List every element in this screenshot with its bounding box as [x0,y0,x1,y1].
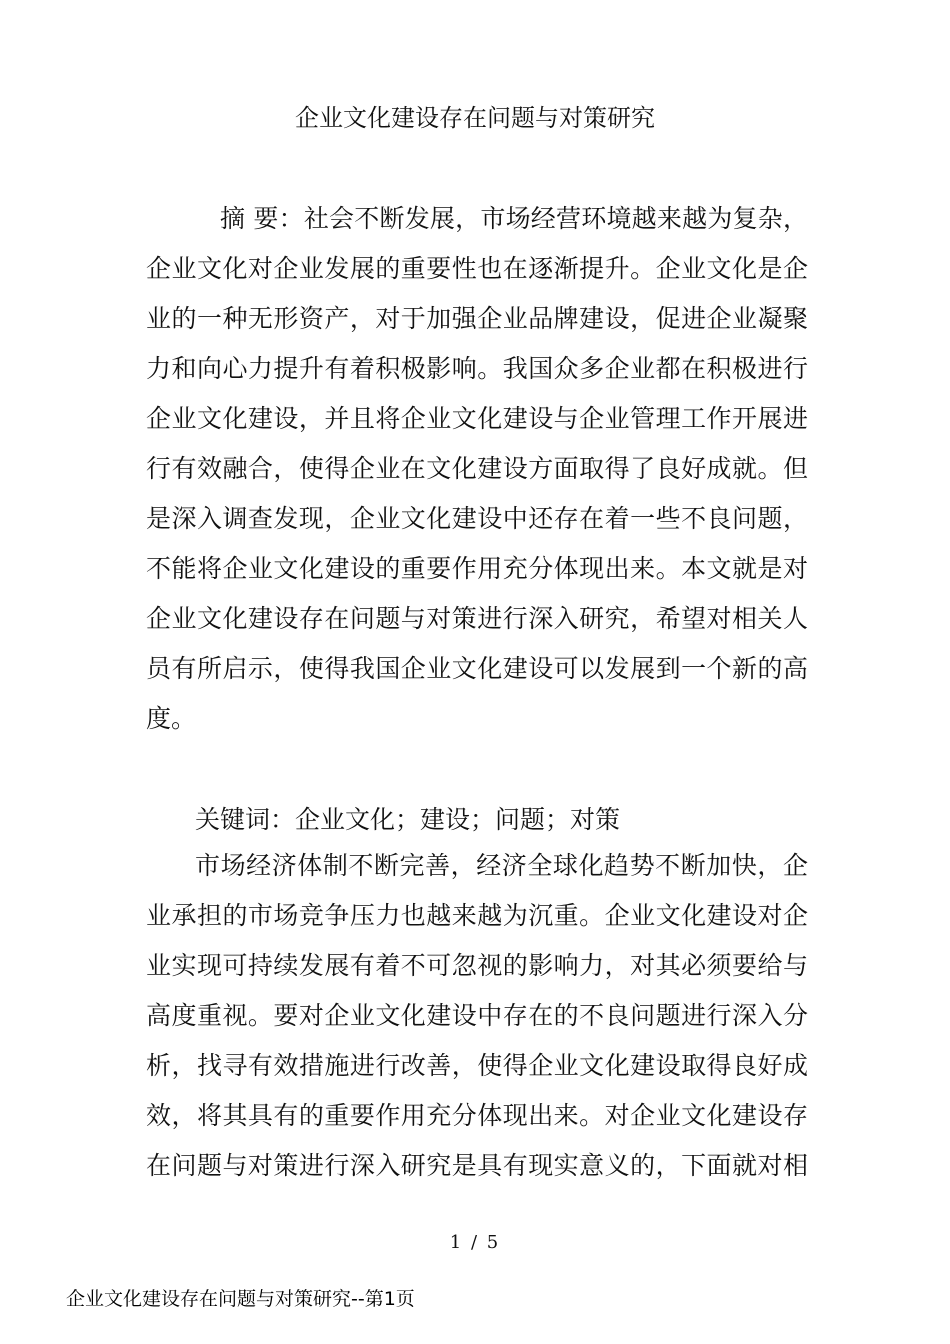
intro-paragraph [146,841,808,1191]
intro-line: 市场经济体制不断完善，经济全球化趋势不断加快，企 [195,851,808,880]
intro-line: 业实现可持续发展有着不可忽视的影响力，对其必须要给与 [146,951,808,980]
keywords-line: 关键词：企业文化；建设；问题；对策 [195,805,621,834]
abstract-line: 企业文化对企业发展的重要性也在逐渐提升。企业文化是企 [146,254,808,283]
intro-line: 高度重视。要对企业文化建设中存在的不良问题进行深入分 [146,1001,808,1030]
abstract-line: 业的一种无形资产，对于加强企业品牌建设，促进企业凝聚 [146,304,808,333]
abstract-line: 度。 [146,704,197,733]
abstract-line: 是深入调查发现，企业文化建设中还存在着一些不良问题， [146,504,808,533]
intro-line: 在问题与对策进行深入研究是具有现实意义的，下面就对相 [146,1151,808,1180]
intro-line: 析，找寻有效措施进行改善，使得企业文化建设取得良好成 [146,1051,808,1080]
abstract-paragraph [146,194,808,744]
abstract-line: 企业文化建设，并且将企业文化建设与企业管理工作开展进 [146,404,808,433]
intro-line: 效，将其具有的重要作用充分体现出来。对企业文化建设存 [146,1101,808,1130]
abstract-line: 员有所启示，使得我国企业文化建设可以发展到一个新的高 [146,654,808,683]
abstract-line: 力和向心力提升有着积极影响。我国众多企业都在积极进行 [146,354,808,383]
page-footer: 企业文化建设存在问题与对策研究--第1页 [66,1288,415,1310]
abstract-line: 摘 要：社会不断发展，市场经营环境越来越为复杂， [220,204,808,233]
abstract-line: 行有效融合，使得企业在文化建设方面取得了良好成就。但 [146,454,808,483]
intro-line: 业承担的市场竞争压力也越来越为沉重。企业文化建设对企 [146,901,808,930]
abstract-line: 不能将企业文化建设的重要作用充分体现出来。本文就是对 [146,554,808,583]
abstract-line: 企业文化建设存在问题与对策进行深入研究，希望对相关人 [146,604,808,633]
page-number: 1 / 5 [449,1232,501,1253]
document-title: 企业文化建设存在问题与对策研究 [295,104,655,132]
